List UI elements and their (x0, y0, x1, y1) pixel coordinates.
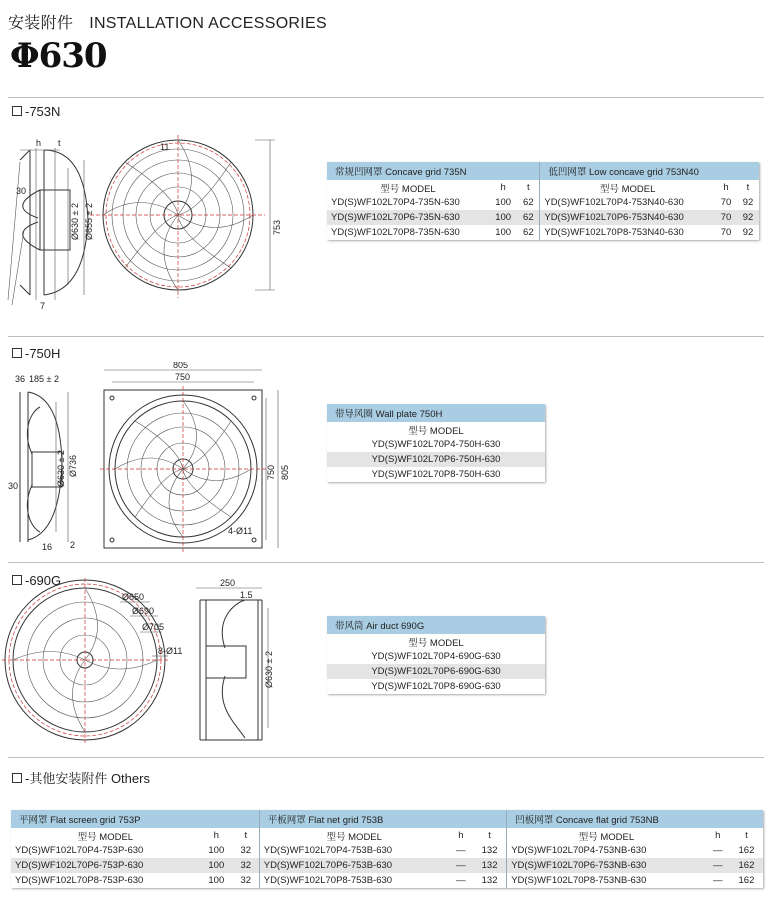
dim-250: 250 (220, 578, 236, 588)
col-t: t (244, 830, 248, 841)
section-others-text: -其他安装附件 Others (25, 771, 150, 786)
t753n-left-title: 常规凹网罩 Concave grid 735N (327, 162, 540, 180)
page-title: Φ630 (10, 36, 107, 76)
divider (8, 562, 764, 563)
divider (8, 336, 764, 337)
divider (8, 97, 764, 98)
dim-805v: 805 (280, 464, 290, 480)
others-b-title: 平板网罩 Flat net grid 753B (259, 810, 506, 828)
t750h-title: 带导风圈 Wall plate 750H (327, 404, 545, 422)
dim-750: 750 (175, 372, 191, 382)
dim-805: 805 (173, 362, 189, 370)
table-row: YD(S)WF102L70P8-753P-630 100 32 YD(S)WF102L70P8-753B-630 — 132 YD(S)WF102L70P8-753NB-630 — 162 (15, 875, 755, 886)
dim-holes: 4-Ø11 (228, 526, 253, 536)
col-h: h (458, 830, 464, 841)
table-others (11, 810, 763, 888)
col-h: h (500, 182, 506, 193)
table-row: YD(S)WF102L70P4-753P-630 100 32 YD(S)WF102L70P4-753B-630 — 132 YD(S)WF102L70P4-753NB-630 — 162 (15, 845, 755, 856)
table-row: YD(S)WF102L70P8-735N-630 100 62 YD(S)WF102L70P8-753N40-630 70 92 (331, 227, 754, 238)
col-model: 型号 MODEL (408, 425, 464, 437)
table-row: YD(S)WF102L70P8-750H-630 (371, 469, 501, 480)
col-t: t (527, 182, 530, 193)
divider (8, 757, 764, 758)
section-750h-text: -750H (25, 346, 61, 361)
col-model: 型号 MODEL (540, 180, 715, 195)
dim-650: Ø650 (122, 592, 145, 602)
section-753n-text: -753N (25, 104, 61, 119)
table-row: YD(S)WF102L70P6-690G-630 (327, 664, 545, 679)
dim-16: 16 (42, 542, 53, 552)
dim-750v: 750 (266, 464, 276, 480)
section-750h-label (12, 346, 60, 361)
drawing-750h (0, 362, 300, 557)
col-t: t (746, 182, 750, 193)
dim-705: Ø705 (142, 622, 165, 632)
table-row: YD(S)WF102L70P6-750H-630 (327, 452, 545, 467)
dim-30: 30 (16, 186, 27, 196)
col-t: t (745, 830, 748, 841)
col-model: 型号 MODEL (259, 828, 448, 843)
table-row: YD(S)WF102L70P6-735N-630 100 62 YD(S)WF102L70P6-753N40-630 70 92 (327, 210, 759, 225)
dim-8holes: 8-Ø11 (158, 646, 183, 656)
others-c-title: 凹板网罩 Concave flat grid 753NB (507, 810, 763, 828)
table-753n (327, 162, 759, 240)
table-750h (327, 404, 545, 482)
col-h: h (715, 830, 721, 841)
table-row: YD(S)WF102L70P4-750H-630 (371, 439, 501, 450)
dim-630c: Ø630 ± 2 (264, 651, 274, 688)
dim-11: 11 (160, 142, 170, 152)
col-model: 型号 MODEL (408, 637, 464, 649)
table-690g (327, 616, 545, 694)
dim-t: t (58, 138, 61, 148)
dim-2: 2 (70, 540, 76, 550)
dim-690: Ø690 (132, 606, 155, 616)
dim-h: h (36, 138, 42, 148)
t690g-title: 带风筒 Air duct 690G (327, 616, 545, 634)
dim-655: Ø655 ± 2 (84, 203, 94, 240)
dim-753: 753 (272, 219, 282, 235)
table-row: YD(S)WF102L70P8-690G-630 (371, 681, 501, 692)
checkbox-icon (12, 348, 22, 358)
table-row: YD(S)WF102L70P4-690G-630 (371, 651, 501, 662)
others-a-title: 平网罩 Flat screen grid 753P (11, 810, 259, 828)
col-h: h (213, 830, 219, 841)
section-690g-text: -690G (25, 573, 62, 588)
checkbox-icon (12, 106, 22, 116)
page-header (8, 10, 343, 33)
col-model: 型号 MODEL (507, 828, 706, 843)
dim-736: Ø736 (68, 454, 78, 477)
table-row: YD(S)WF102L70P6-753P-630 100 32 YD(S)WF102L70P6-753B-630 — 132 YD(S)WF102L70P6-753NB-630 — 162 (11, 858, 763, 873)
col-model: 型号 MODEL (380, 183, 436, 195)
section-others-label (12, 768, 150, 787)
dim-30b: 30 (8, 481, 19, 491)
header-cn: 安装附件 (8, 15, 74, 32)
col-h: h (723, 182, 729, 193)
dim-7: 7 (40, 301, 46, 311)
dim-185: 185 ± 2 (29, 374, 59, 384)
header-en: INSTALLATION ACCESSORIES (89, 15, 327, 32)
section-753n-label (12, 104, 60, 119)
drawing-753n (0, 120, 300, 320)
t753n-right-title: 低凹网罩 Low concave grid 753N40 (540, 162, 759, 180)
checkbox-icon (12, 773, 22, 783)
dim-36: 36 (15, 374, 26, 384)
drawing-690g (0, 578, 300, 758)
col-t: t (488, 830, 491, 841)
dim-15: 1.5 (240, 590, 253, 600)
dim-630: Ø630 ± 2 (70, 203, 80, 240)
dim-630b: Ø630 ± 2 (56, 450, 66, 487)
table-row: YD(S)WF102L70P4-735N-630 100 62 YD(S)WF102L70P4-753N40-630 70 92 (331, 197, 754, 208)
col-model: 型号 MODEL (77, 831, 134, 843)
